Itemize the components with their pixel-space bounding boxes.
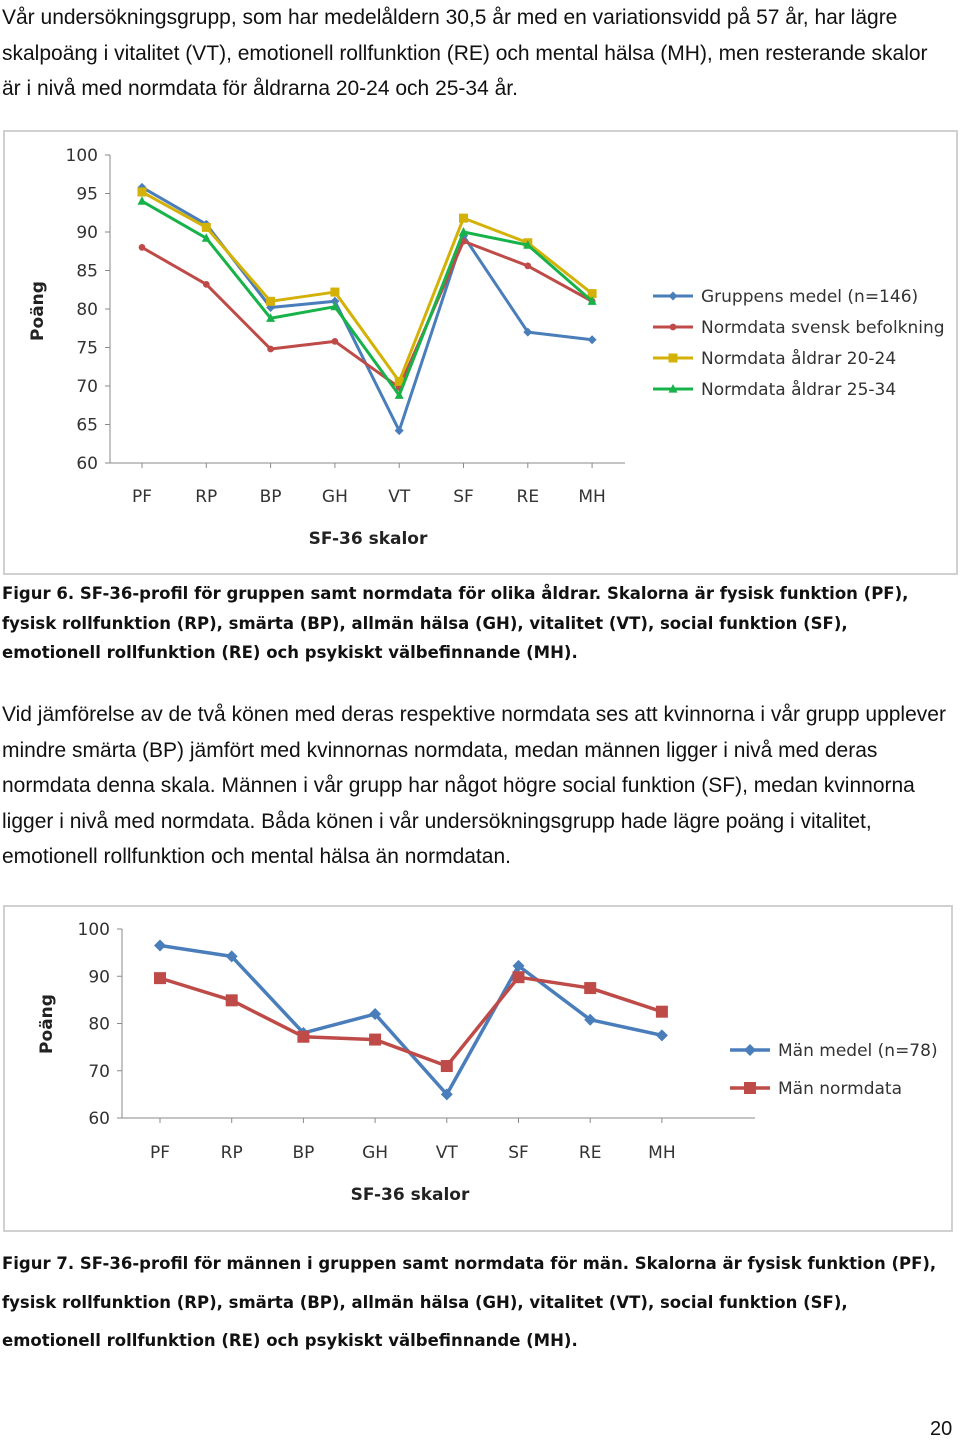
y-tick-label: 90 bbox=[88, 967, 110, 988]
figure-7-caption: Figur 7. SF-36-profil för männen i gruppen samt normdata för män. Skalorna är fysisk funktion (PF), fysisk rollfunktion (RP), smärta (BP), allmän hälsa (GH), vitalitet (VT), social funktion (SF), emotionell rollfunktion (RE) och psykiskt välbefinnande (MH). bbox=[2, 1254, 937, 1350]
data-point bbox=[513, 971, 525, 983]
data-point bbox=[524, 263, 531, 270]
data-point bbox=[332, 338, 339, 345]
x-tick-label: RE bbox=[578, 1143, 602, 1163]
legend-label: Normdata åldrar 25-34 bbox=[701, 380, 897, 400]
legend-label: Män normdata bbox=[778, 1079, 902, 1099]
y-tick-label: 85 bbox=[76, 261, 98, 282]
x-tick-label: MH bbox=[648, 1143, 676, 1163]
data-point bbox=[154, 940, 166, 952]
figure-6-chart bbox=[3, 130, 958, 575]
data-point bbox=[369, 1034, 381, 1046]
legend-label: Normdata åldrar 20-24 bbox=[701, 349, 897, 369]
x-tick-label: PF bbox=[131, 487, 153, 507]
data-point bbox=[138, 196, 147, 205]
data-point bbox=[588, 335, 597, 344]
y-tick-label: 80 bbox=[88, 1014, 110, 1035]
x-tick-label: PF bbox=[149, 1143, 171, 1163]
data-point bbox=[459, 214, 468, 223]
data-point bbox=[202, 223, 211, 232]
x-axis-title: SF-36 skalor bbox=[308, 529, 428, 549]
data-point bbox=[330, 288, 339, 297]
legend-label: Normdata svensk befolkning bbox=[701, 318, 945, 338]
x-tick-label: RP bbox=[195, 487, 218, 507]
page-number: 20 bbox=[930, 1418, 953, 1440]
y-tick-label: 95 bbox=[76, 184, 98, 205]
x-axis-title: SF-36 skalor bbox=[350, 1185, 470, 1205]
y-tick-label: 75 bbox=[76, 338, 98, 359]
x-tick-label: MH bbox=[578, 487, 606, 507]
legend-marker bbox=[744, 1082, 756, 1094]
x-tick-label: GH bbox=[362, 1143, 389, 1163]
data-point bbox=[656, 1029, 668, 1041]
data-point bbox=[138, 187, 147, 196]
x-tick-label: GH bbox=[321, 487, 348, 507]
data-point bbox=[584, 982, 596, 994]
figure-6-caption: Figur 6. SF-36-profil för gruppen samt normdata för olika åldrar. Skalorna är fysisk funktion (PF), fysisk rollfunktion (RP), smärta (BP), allmän hälsa (GH), vitalitet (VT), social funktion (SF), emotionell rollfunktion (RE) och psykiskt välbefinnande (MH). bbox=[2, 584, 909, 662]
y-tick-label: 70 bbox=[88, 1061, 110, 1082]
x-tick-label: SF bbox=[453, 487, 474, 507]
legend-marker bbox=[744, 1044, 756, 1056]
middle-paragraph: Vid jämförelse av de två könen med deras respektive normdata ses att kvinnorna i vår grupp upplever mindre smärta (BP) jämfört med kvinnornas normdata, medan männen ligger i nivå med deras normdata denna skala. Männen i vår grupp har något högre social funktion (SF), medan kvinnorna ligger i nivå med normdata. Båda könen i vår undersökningsgrupp hade lägre poäng i vitalitet, emotionell rollfunktion och mental hälsa än normdatan. bbox=[2, 703, 946, 868]
data-point bbox=[297, 1031, 309, 1043]
data-point bbox=[226, 994, 238, 1006]
legend-marker bbox=[669, 292, 678, 301]
data-point bbox=[266, 297, 275, 306]
y-axis-title: Poäng bbox=[28, 281, 48, 341]
data-point bbox=[656, 1006, 668, 1018]
data-point bbox=[267, 346, 274, 353]
figure-7-svg bbox=[5, 907, 951, 1230]
x-tick-label: VT bbox=[435, 1143, 458, 1163]
x-tick-label: BP bbox=[292, 1143, 315, 1163]
x-tick-label: RE bbox=[516, 487, 540, 507]
figure-6-svg bbox=[5, 132, 956, 573]
y-tick-label: 90 bbox=[76, 223, 98, 243]
data-point bbox=[154, 972, 166, 984]
legend-label: Gruppens medel (n=146) bbox=[701, 287, 919, 307]
y-axis-title: Poäng bbox=[37, 994, 57, 1054]
data-point bbox=[203, 281, 210, 288]
y-tick-label: 100 bbox=[77, 920, 110, 940]
figure-7-chart bbox=[3, 905, 953, 1232]
data-point bbox=[441, 1060, 453, 1072]
x-tick-label: RP bbox=[220, 1143, 243, 1163]
x-tick-label: VT bbox=[388, 487, 411, 507]
legend-marker bbox=[669, 354, 678, 363]
data-point bbox=[139, 244, 146, 251]
legend-marker bbox=[670, 324, 677, 331]
y-tick-label: 100 bbox=[65, 146, 98, 166]
x-tick-label: SF bbox=[508, 1143, 529, 1163]
y-tick-label: 70 bbox=[76, 377, 98, 397]
series-line bbox=[142, 241, 592, 387]
y-tick-label: 60 bbox=[76, 454, 98, 474]
y-tick-label: 60 bbox=[88, 1109, 110, 1129]
x-tick-label: BP bbox=[259, 487, 282, 507]
intro-paragraph: Vår undersökningsgrupp, som har medelåldern 30,5 år med en variationsvidd på 57 år, har lägre skalpoäng i vitalitet (VT), emotionell rollfunktion (RE) och mental hälsa (MH), men resterande skalor är i nivå med normdata för åldrarna 20-24 och 25-34 år. bbox=[2, 6, 928, 100]
y-tick-label: 65 bbox=[76, 415, 98, 436]
legend-label: Män medel (n=78) bbox=[778, 1041, 938, 1061]
y-tick-label: 80 bbox=[76, 300, 98, 320]
